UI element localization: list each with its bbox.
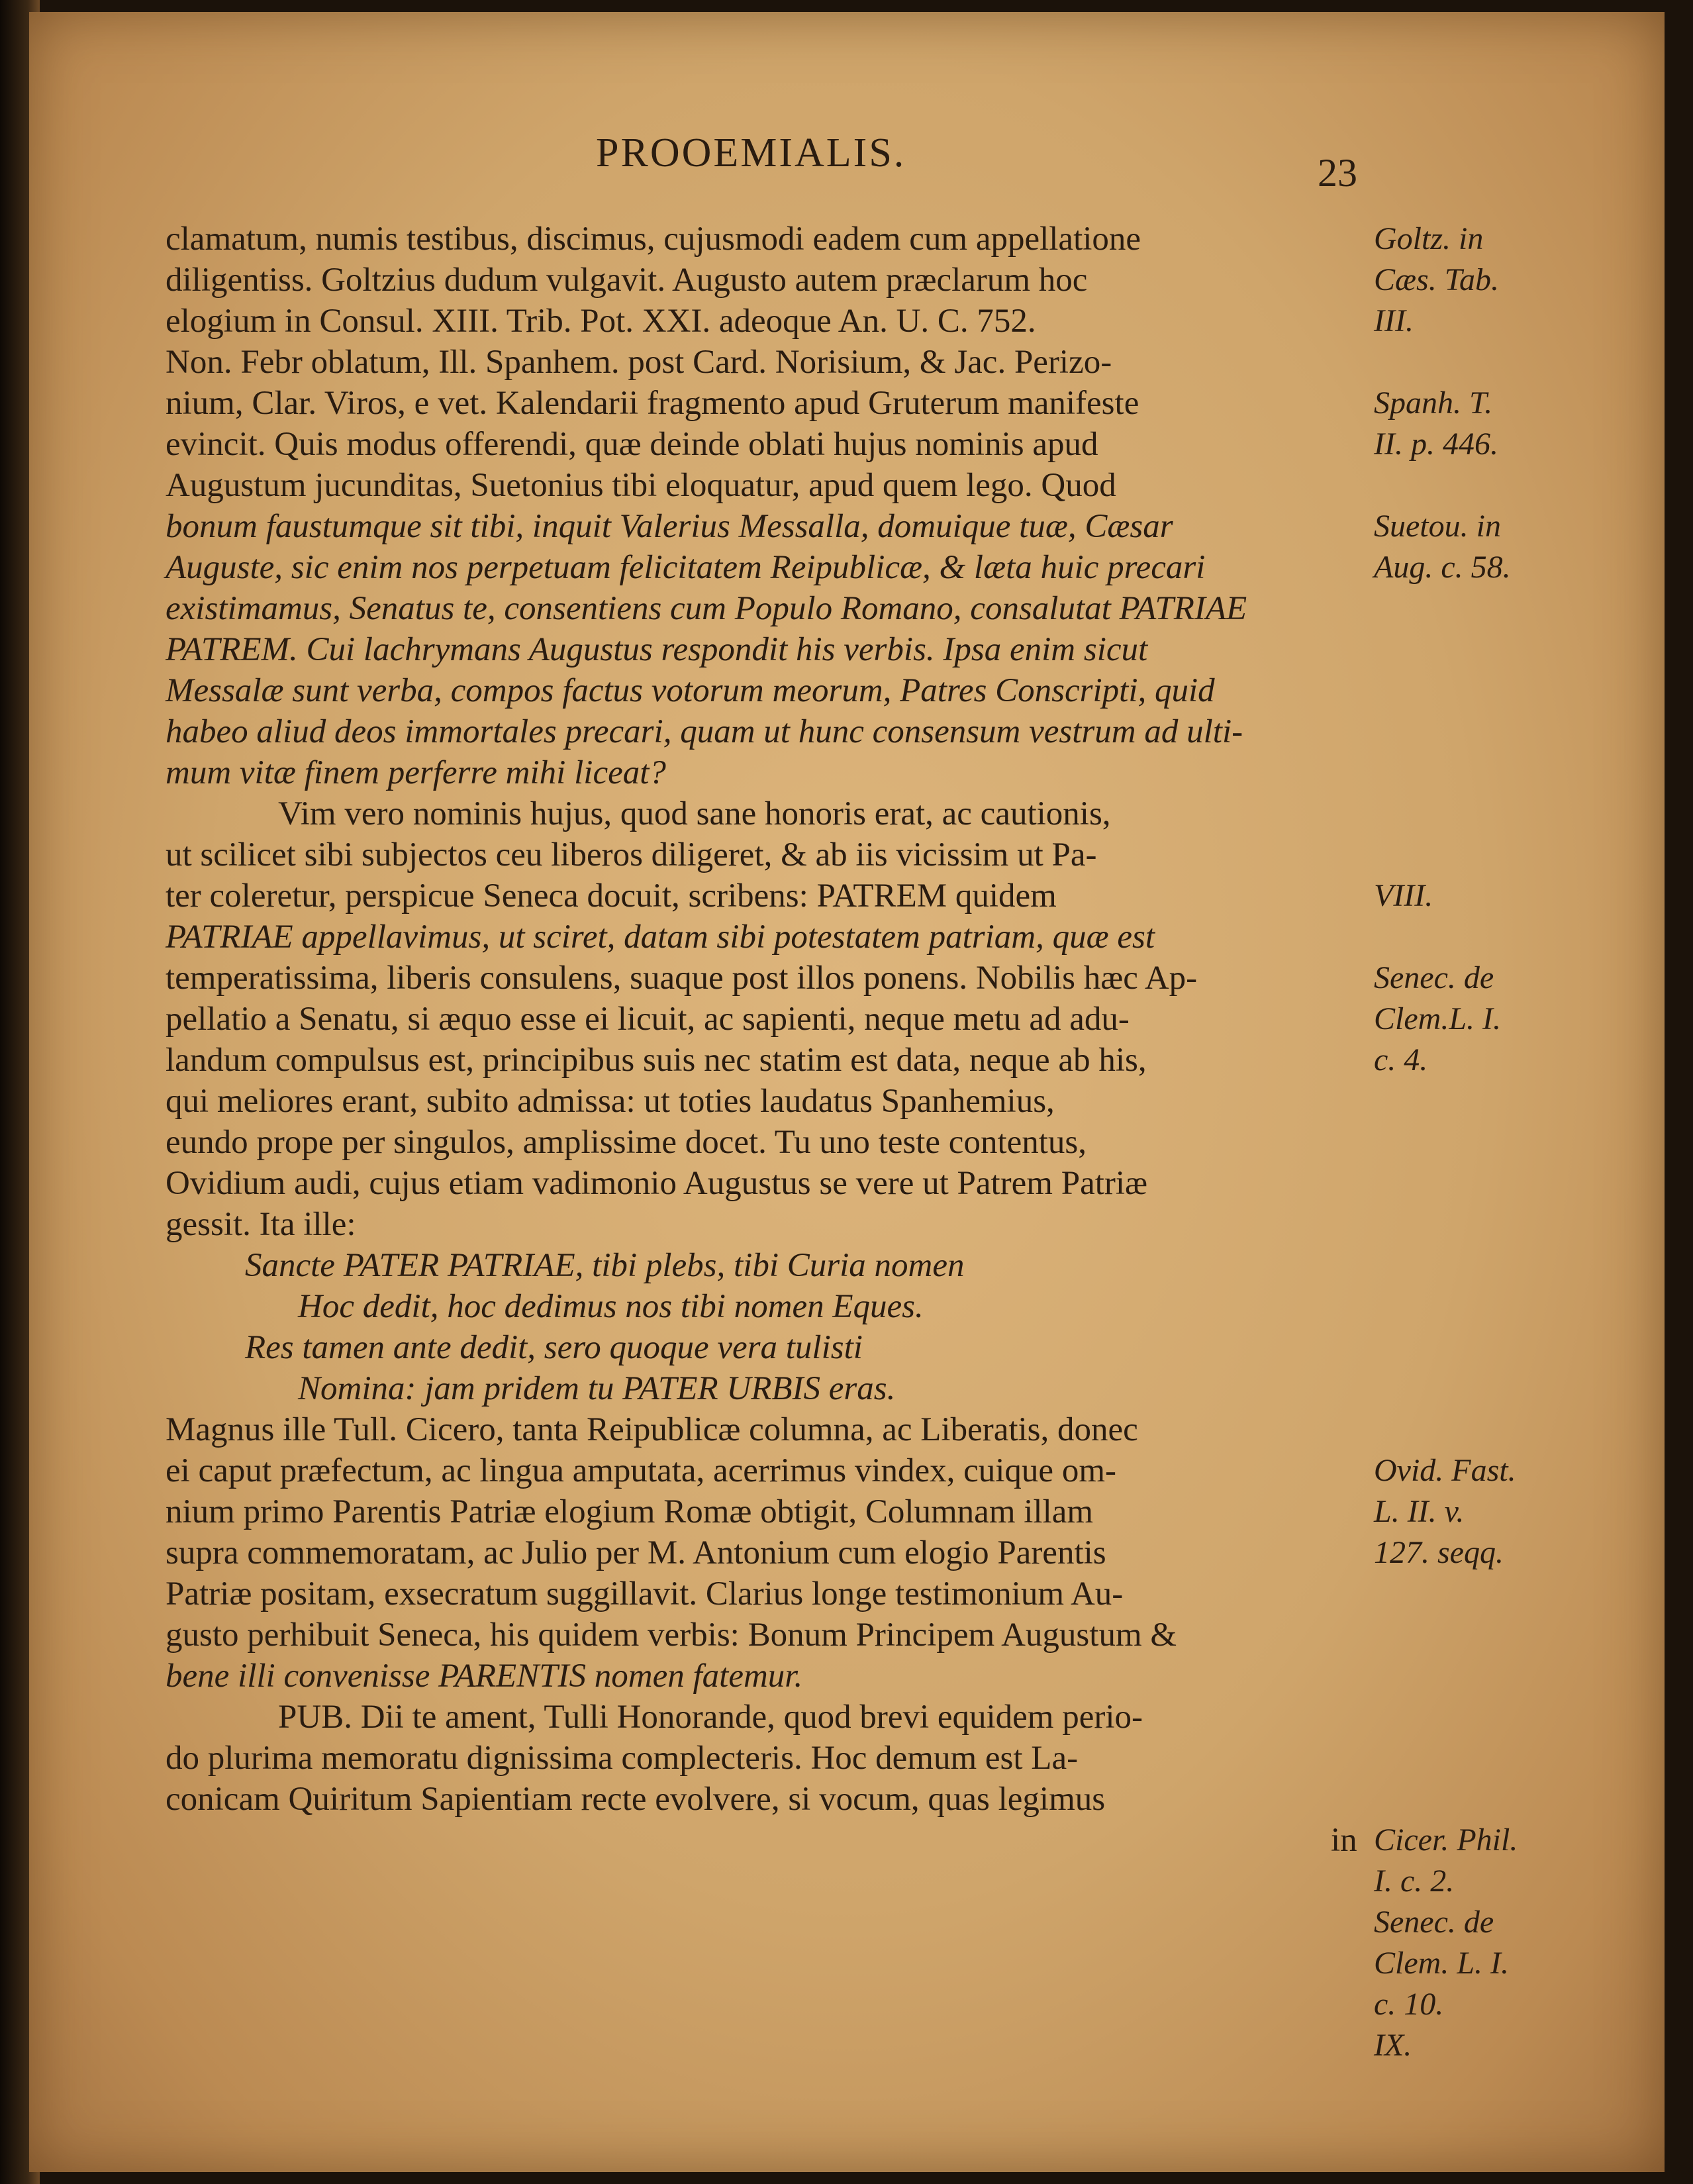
page-number: 23 [1318,151,1357,195]
margin-note: 127. seqq. [1374,1535,1504,1570]
text-line: habeo aliud deos immortales precari, quam ut hunc consensum vestrum ad ulti- [166,713,1243,750]
margin-note [1374,1656,1518,1697]
margin-note: Senec. de [1374,1905,1494,1940]
verse-line: Sancte PATER PATRIAE, tibi plebs, tibi Curia nomen [245,1247,965,1284]
verse-line: Hoc dedit, hoc dedimus nos tibi nomen Eques. [298,1288,924,1325]
text-line: supra commemoratam, ac Julio per M. Antonium cum elogio Parentis [166,1534,1106,1571]
text-line: ter coleretur, perspicue Seneca docuit, scribens: PATREM quidem [166,877,1057,915]
text-line: bonum faustumque sit tibi, inquit Valerius Messalla, domuique tuæ, Cæsar [166,508,1173,545]
verse-line: Res tamen ante dedit, sero quoque vera tulisti [245,1329,863,1366]
verse-line: Nomina: jam pridem tu PATER URBIS eras. [298,1370,896,1407]
margin-note: Aug. c. 58. [1374,550,1511,585]
text-line: ut scilicet sibi subjectos ceu liberos diligeret, & ab iis vicissim ut Pa- [166,836,1097,873]
margin-note: III. [1374,303,1414,338]
text-line: clamatum, numis testibus, discimus, cujusmodi eadem cum appellatione [166,221,1141,258]
text-line: pellatio a Senatu, si æquo esse ei licuit, ac sapienti, neque metu ad adu- [166,1001,1130,1038]
margin-note [1374,1204,1518,1245]
margin-note: c. 4. [1374,1042,1428,1077]
text-line: existimamus, Senatus te, consentiens cum Populo Romano, consalutat PATRIAE [166,590,1247,627]
margin-note [1374,1327,1518,1368]
margin-note [1374,342,1518,383]
catchword: in [1331,1822,1357,1859]
margin-note [1374,588,1518,629]
text-line: Messalæ sunt verba, compos factus votorum meorum, Patres Conscripti, quid [166,672,1215,709]
margin-notes [1374,219,1518,2066]
running-header: PROOEMIALIS. [596,130,906,175]
text-line: eundo prope per singulos, amplissime docet. Tu uno teste contentus, [166,1124,1087,1161]
text-line: Magnus ille Tull. Cicero, tanta Reipublicæ columna, ac Liberatis, donec [166,1411,1138,1448]
margin-note [1374,1779,1518,1820]
text-line: ei caput præfectum, ac lingua amputata, acerrimus vindex, cuique om- [166,1452,1116,1489]
text-line: do plurima memoratu dignissima complecteris. Hoc demum est La- [166,1740,1079,1777]
margin-note: Senec. de [1374,960,1494,995]
main-text [166,219,1357,1861]
margin-note [1374,629,1518,670]
margin-note [1374,1122,1518,1163]
text-line: Ovidium audi, cujus etiam vadimonio Augustus se vere ut Patrem Patriæ [166,1165,1148,1202]
margin-note: VIII. [1374,878,1433,913]
margin-note [1374,1286,1518,1327]
margin-note [1374,917,1518,958]
text-line: mum vitæ finem perferre mihi liceat? [166,754,666,791]
text-line: landum compulsus est, principibus suis nec statim est data, neque ab his, [166,1042,1147,1079]
text-line: PATREM. Cui lachrymans Augustus respondit his verbis. Ipsa enim sicut [166,631,1148,668]
text-line: gessit. Ita ille: [166,1206,356,1243]
margin-note: Spanh. T. [1374,385,1493,421]
margin-note: Ovid. Fast. [1374,1453,1516,1488]
margin-note [1374,1614,1518,1656]
margin-note [1374,465,1518,506]
margin-note: Suetou. in [1374,509,1501,544]
margin-note: c. 10. [1374,1987,1444,2022]
margin-note: Cicer. Phil. [1374,1822,1518,1858]
margin-note [1374,1738,1518,1779]
margin-note [1374,670,1518,711]
text-line: diligentiss. Goltzius dudum vulgavit. Augusto autem præclarum hoc [166,262,1088,299]
text-line: nium primo Parentis Patriæ elogium Romæ obtigit, Columnam illam [166,1493,1094,1530]
margin-note [1374,1163,1518,1204]
margin-note: Clem. L. I. [1374,1946,1509,1981]
text-line: conicam Quiritum Sapientiam recte evolvere, si vocum, quas legimus [166,1781,1106,1818]
margin-note [1374,793,1518,834]
margin-note: Goltz. in [1374,221,1484,256]
margin-note [1374,1245,1518,1286]
text-line: nium, Clar. Viros, e vet. Kalendarii fragmento apud Gruterum manifeste [166,385,1139,422]
text-line: PUB. Dii te ament, Tulli Honorande, quod brevi equidem perio- [278,1699,1143,1736]
margin-note: II. p. 446. [1374,426,1498,462]
margin-note [1374,1409,1518,1450]
text-line: Non. Febr oblatum, Ill. Spanhem. post Card. Norisium, & Jac. Perizo- [166,344,1112,381]
text-line: qui meliores erant, subito admissa: ut toties laudatus Spanhemius, [166,1083,1055,1120]
text-line: elogium in Consul. XIII. Trib. Pot. XXI. adeoque An. U. C. 752. [166,303,1036,340]
margin-note: Cæs. Tab. [1374,262,1499,297]
text-line: bene illi convenisse PARENTIS nomen fatemur. [166,1658,803,1695]
margin-note [1374,752,1518,793]
margin-note: Clem.L. I. [1374,1001,1501,1036]
margin-note [1374,1697,1518,1738]
text-line: Augustum jucunditas, Suetonius tibi eloquatur, apud quem lego. Quod [166,467,1116,504]
text-line: evincit. Quis modus offerendi, quæ deinde oblati hujus nominis apud [166,426,1098,463]
margin-note [1374,834,1518,875]
margin-note: L. II. v. [1374,1494,1465,1529]
text-line: PATRIAE appellavimus, ut sciret, datam sibi potestatem patriam, quæ est [166,918,1155,956]
margin-note [1374,1573,1518,1614]
text-line: temperatissima, liberis consulens, suaque post illos ponens. Nobilis hæc Ap- [166,960,1198,997]
margin-note: IX. [1374,2028,1412,2063]
margin-note [1374,1081,1518,1122]
text-line: gusto perhibuit Seneca, his quidem verbis: Bonum Principem Augustum & [166,1616,1177,1654]
text-line: Vim vero nominis hujus, quod sane honoris erat, ac cautionis, [278,795,1111,832]
margin-note: I. c. 2. [1374,1863,1455,1899]
text-line: Auguste, sic enim nos perpetuam felicitatem Reipublicæ, & læta huic precari [166,549,1206,586]
margin-note [1374,711,1518,752]
text-line: Patriæ positam, exsecratum suggillavit. Clarius longe testimonium Au- [166,1575,1124,1613]
margin-note [1374,1368,1518,1409]
